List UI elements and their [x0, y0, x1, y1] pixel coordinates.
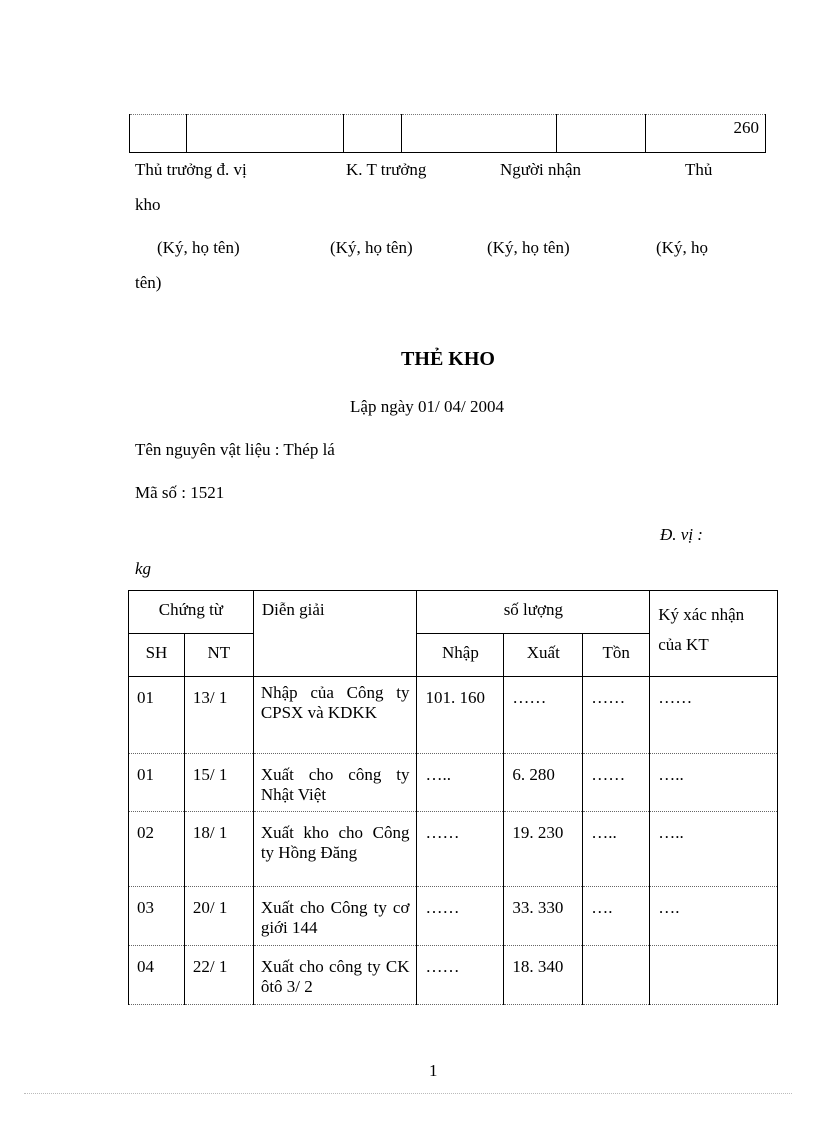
cell-in: …… — [417, 887, 504, 946]
cell-confirm: ….. — [650, 754, 778, 812]
header-in: Nhập — [417, 634, 504, 677]
cell-out: 18. 340 — [504, 946, 583, 1005]
footer-divider — [24, 1093, 792, 1094]
cell-nt: 20/ 1 — [184, 887, 253, 946]
cell-confirm — [650, 946, 778, 1005]
cell-sh: 04 — [129, 946, 185, 1005]
cell-out: 19. 230 — [504, 812, 583, 887]
cell-nt: 18/ 1 — [184, 812, 253, 887]
cell-description: Xuất kho cho Công ty Hồng Đăng — [253, 812, 417, 887]
cell-nt: 15/ 1 — [184, 754, 253, 812]
stock-card-table — [128, 590, 778, 1005]
header-balance: Tồn — [583, 634, 650, 677]
cell-balance: …… — [583, 754, 650, 812]
table-row — [129, 812, 778, 887]
cell-balance — [583, 946, 650, 1005]
cell-confirm: …… — [650, 677, 778, 754]
total-value: 260 — [646, 115, 766, 153]
cell-sh: 03 — [129, 887, 185, 946]
cell-description: Xuất cho công ty Nhật Việt — [253, 754, 417, 812]
cell-description: Xuất cho công ty CK ôtô 3/ 2 — [253, 946, 417, 1005]
previous-table-tail — [129, 114, 766, 153]
cell-nt: 22/ 1 — [184, 946, 253, 1005]
signature-role-receiver: Người nhận — [500, 160, 581, 179]
signature-role-accountant: K. T trưởng — [346, 160, 427, 179]
sign-note-1: (Ký, họ tên) — [157, 238, 240, 257]
cell-out: 6. 280 — [504, 754, 583, 812]
sign-note-3: (Ký, họ tên) — [487, 238, 570, 257]
header-sh: SH — [129, 634, 185, 677]
unit-value: kg — [135, 559, 152, 578]
page-number: 1 — [429, 1061, 438, 1080]
header-quantity: số lượng — [417, 591, 650, 634]
header-nt: NT — [184, 634, 253, 677]
cell-out: …… — [504, 677, 583, 754]
cell-nt: 13/ 1 — [184, 677, 253, 754]
table-cell — [402, 115, 557, 153]
cell-description: Xuất cho Công ty cơ giới 144 — [253, 887, 417, 946]
signature-role-wrap: kho — [135, 195, 161, 214]
material-name: Tên nguyên vật liệu : Thép lá — [135, 440, 335, 459]
header-confirm: Ký xác nhận của KT — [650, 591, 778, 677]
table-row — [129, 887, 778, 946]
sign-note-2: (Ký, họ tên) — [330, 238, 413, 257]
table-cell — [557, 115, 646, 153]
cell-description: Nhập của Công ty CPSX và KDKK — [253, 677, 417, 754]
cell-balance: …… — [583, 677, 650, 754]
cell-confirm: ….. — [650, 812, 778, 887]
material-code: Mã số : 1521 — [135, 483, 225, 502]
table-row — [129, 677, 778, 754]
table-row — [129, 754, 778, 812]
cell-in: …… — [417, 812, 504, 887]
cell-sh: 01 — [129, 754, 185, 812]
sign-note-wrap: tên) — [135, 273, 162, 292]
table-cell — [130, 115, 187, 153]
signature-role-storekeeper: Thủ — [685, 160, 713, 179]
table-cell — [344, 115, 402, 153]
sign-note-4: (Ký, họ — [656, 238, 708, 257]
cell-in: …… — [417, 946, 504, 1005]
cell-in: 101. 160 — [417, 677, 504, 754]
cell-confirm: …. — [650, 887, 778, 946]
table-cell — [187, 115, 344, 153]
table-row — [129, 946, 778, 1005]
header-description: Diễn giải — [253, 591, 417, 677]
cell-out: 33. 330 — [504, 887, 583, 946]
cell-sh: 01 — [129, 677, 185, 754]
cell-balance: …. — [583, 887, 650, 946]
header-out: Xuất — [504, 634, 583, 677]
unit-label: Đ. vị : — [660, 525, 703, 544]
cell-in: ….. — [417, 754, 504, 812]
card-date: Lập ngày 01/ 04/ 2004 — [350, 397, 504, 416]
cell-sh: 02 — [129, 812, 185, 887]
signature-role-head: Thủ trưởng đ. vị — [135, 160, 247, 179]
cell-balance: ….. — [583, 812, 650, 887]
page-title: THẺ KHO — [401, 348, 495, 370]
header-voucher: Chứng từ — [129, 591, 254, 634]
